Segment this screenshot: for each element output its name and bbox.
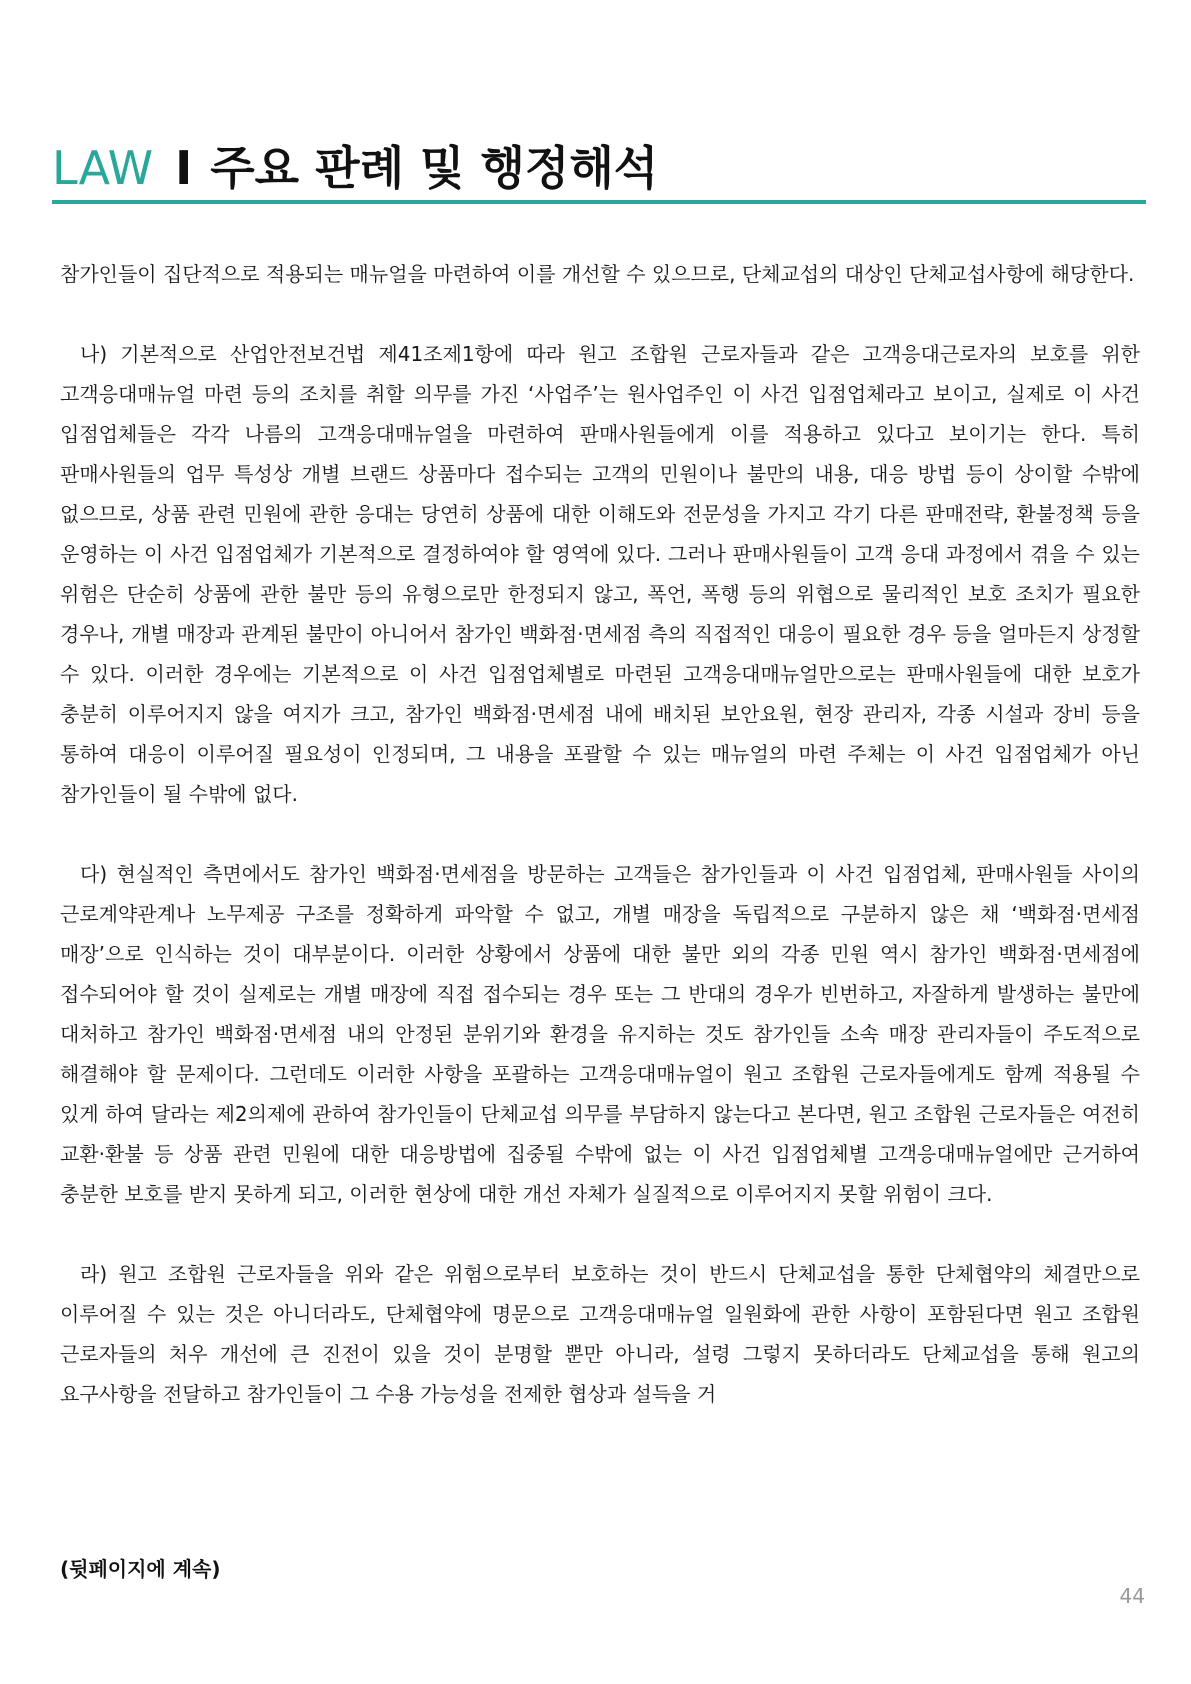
page-number: 44 — [1119, 1584, 1145, 1608]
paragraph-ra: 라) 원고 조합원 근로자들을 위와 같은 위험으로부터 보호하는 것이 반드시 단체교섭을 통한 단체협약의 체결만으로 이루어질 수 있는 것은 아니더라도, 단체협약에 명문으로 고객응대매뉴얼 일원화에 관한 사항이 포함된다면 원고 조합원 근로자들의 처우 개선에 큰 진전이 있을 것이 분명할 뿐만 아니라, 설령 그렇지 못하더라도 단체교섭을 통해 원고의 요구사항을 전달하고 참가인들이 그 수용 가능성을 전제한 협상과 설득을 거 — [60, 1262, 1140, 1406]
title-separator: I — [175, 141, 193, 195]
paragraph-intro: 참가인들이 집단적으로 적용되는 매뉴얼을 마련하여 이를 개선할 수 있으므로, 단체교섭의 대상인 단체교섭사항에 해당한다. — [60, 262, 1135, 286]
law-label: LAW — [52, 141, 154, 195]
page-title — [52, 140, 658, 196]
paragraph-da: 다) 현실적인 측면에서도 참가인 백화점·면세점을 방문하는 고객들은 참가인들과 이 사건 입점업체, 판매사원들 사이의 근로계약관계나 노무제공 구조를 정확하게 파악할 수 없고, 개별 매장을 독립적으로 구분하지 않은 채 ‘백화점·면세점 매장’으로 인식하는 것이 대부분이다. 이러한 상황에서 상품에 대한 불만 외의 각종 민원 역시 참가인 백화점·면세점에 접수되어야 할 것이 실제로는 개별 매장에 직접 접수되는 경우 또는 그 반대의 경우가 빈번하고, 자잘하게 발생하는 불만에 대처하고 참가인 백화점·면세점 내의 안정된 분위기와 환경을 유지하는 것도 참가인들 소속 매장 관리자들이 주도적으로 해결해야 할 문제이다. 그런데도 이러한 사항을 포괄하는 고객응대매뉴얼이 원고 조합원 근로자들에게도 함께 적용될 수 있게 하여 달라는 제2의제에 관하여 참가인들이 단체교섭 의무를 부담하지 않는다고 본다면, 원고 조합원 근로자들은 여전히 교환·환불 등 상품 관련 민원에 대한 대응방법에 집중될 수밖에 없는 이 사건 입점업체별 고객응대매뉴얼에만 근거하여 충분한 보호를 받지 못하게 되고, 이러한 현상에 대한 개선 자체가 실질적으로 이루어지지 못할 위험이 크다. — [60, 862, 1140, 1206]
paragraph-na: 나) 기본적으로 산업안전보건법 제41조제1항에 따라 원고 조합원 근로자들과 같은 고객응대근로자의 보호를 위한 고객응대매뉴얼 마련 등의 조치를 취할 의무를 가진 ‘사업주’는 원사업주인 이 사건 입점업체라고 보이고, 실제로 이 사건 입점업체들은 각각 나름의 고객응대매뉴얼을 마련하여 판매사원들에게 이를 적용하고 있다고 보이기는 한다. 특히 판매사원들의 업무 특성상 개별 브랜드 상품마다 접수되는 고객의 민원이나 불만의 내용, 대응 방법 등이 상이할 수밖에 없으므로, 상품 관련 민원에 관한 응대는 당연히 상품에 대한 이해도와 전문성을 가지고 각기 다른 판매전략, 환불정책 등을 운영하는 이 사건 입점업체가 기본적으로 결정하여야 할 영역에 있다. 그러나 판매사원들이 고객 응대 과정에서 겪을 수 있는 위험은 단순히 상품에 관한 불만 등의 유형으로만 한정되지 않고, 폭언, 폭행 등의 위협으로 물리적인 보호 조치가 필요한 경우나, 개별 매장과 관계된 불만이 아니어서 참가인 백화점·면세점 측의 직접적인 대응이 필요한 경우 등을 얼마든지 상정할 수 있다. 이러한 경우에는 기본적으로 이 사건 입점업체별로 마련된 고객응대매뉴얼만으로는 판매사원들에 대한 보호가 충분히 이루어지지 않을 여지가 크고, 참가인 백화점·면세점 내에 배치된 보안요원, 현장 관리자, 각종 시설과 장비 등을 통하여 대응이 이루어질 필요성이 인정되며, 그 내용을 포괄할 수 있는 매뉴얼의 마련 주체는 이 사건 입점업체가 아닌 참가인들이 될 수밖에 없다. — [60, 342, 1140, 806]
page-header — [52, 128, 1146, 202]
section-title: 주요 판례 및 행정해석 — [210, 141, 659, 195]
continue-note: (뒷페이지에 계속) — [60, 1557, 221, 1581]
document-body — [60, 254, 1140, 1454]
header-divider — [52, 200, 1146, 204]
